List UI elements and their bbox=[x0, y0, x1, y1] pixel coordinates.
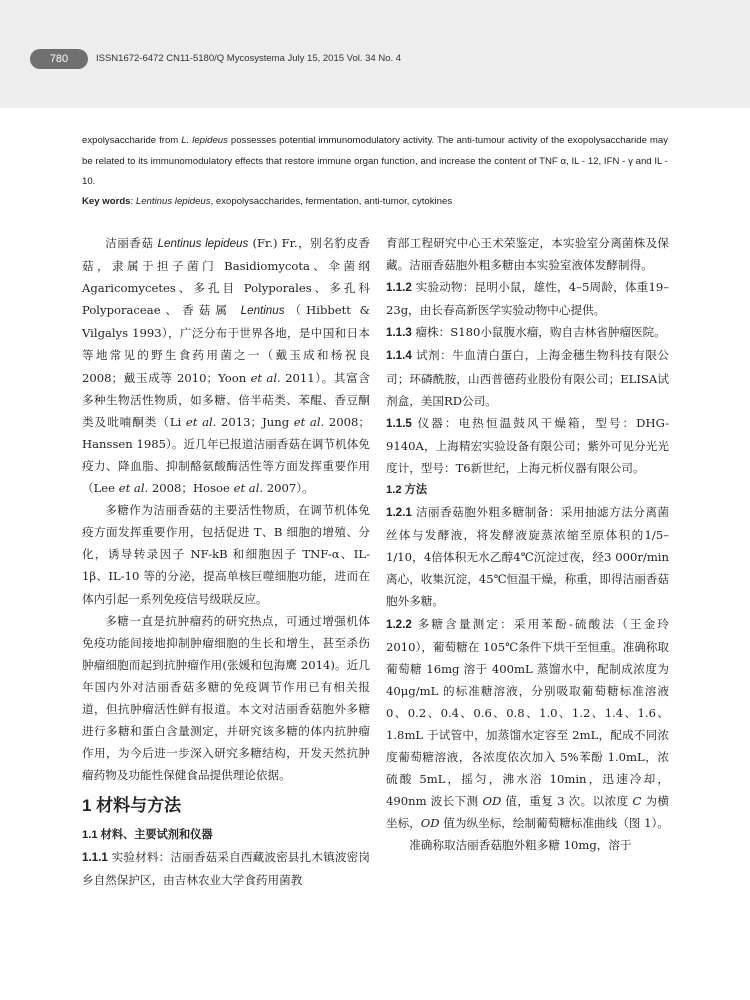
method-paragraph: 准确称取洁丽香菇胞外粗多糖 10mg，溶于 bbox=[409, 838, 632, 853]
item-1-1-1 bbox=[82, 846, 370, 891]
item-1-1-5 bbox=[386, 412, 669, 479]
genus-name: Lentinus bbox=[240, 304, 285, 318]
intro-paragraph-2: 多糖作为洁丽香菇的主要活性物质，在调节机体免疫方面发挥重要作用，包括促进 T、B 细胞的增殖、分化，诱导转录因子 NF-kB 和细胞因子 TNF-α、IL-1β、IL-10 等的分泌，提高单核巨噬细胞功能，进而在体内引起一系列免疫信号级联反应。 bbox=[82, 503, 370, 606]
left-column bbox=[82, 232, 370, 892]
item-number: 1.1.3 bbox=[386, 326, 412, 340]
item-number: 1.2.2 bbox=[386, 617, 412, 631]
item-1-2-2 bbox=[386, 613, 669, 835]
keywords-separator: : bbox=[130, 196, 136, 207]
item-text: 瘤株：S180小鼠腹水瘤，购自吉林省肿瘤医院。 bbox=[411, 325, 666, 340]
item-text: 多糖含量测定：采用苯酚-硫酸法（王金玲 2010），葡萄糖在 105℃条件下烘干至恒重。准确称取葡萄糖 16mg 溶于 400mL 蒸馏水中，配制成浓度为 40μg/mL 的标准糖溶液，分别吸取葡萄糖标准溶液 0、0.2、0.4、0.6、0.8、1.0、1.2、1.4、1.6、1.8mL 于试管中，加蒸馏水定容至 2mL，配成不同浓度葡萄糖溶液，各浓度依次加入 5%苯酚 1.0mL，浓硫酸 5mL，摇匀，沸水浴 10min，迅速冷却，490nm 波长下测 bbox=[386, 616, 669, 809]
item-text: 为横坐标， bbox=[386, 794, 669, 831]
text: 2007）。 bbox=[263, 481, 314, 496]
intro-paragraph-3: 多糖一直是抗肿瘤药的研究热点，可通过增强机体免疫功能间接地抑制肿瘤细胞的生长和增生，甚至杀伤肿瘤细胞而起到抗肿瘤作用(张媛和包海鹰 2014)。近几年国内外对洁丽香菇多糖的免疫调节作用已有相关报道，但抗肿瘤活性鲜有报道。本文对洁丽香菇胞外多糖进行多糖和蛋白含量测定，并研究该多糖的体内抗肿瘤作用，为今后进一步深入研究多糖结构，开发天然抗肿瘤药物及功能性保健食品提供理论依据。 bbox=[82, 613, 370, 783]
item-text: 实验动物：昆明小鼠，雄性，4–5周龄，体重19–23g，由长春高新医学实验动物中心提供。 bbox=[386, 280, 669, 318]
text: 洁丽香菇 bbox=[105, 236, 158, 250]
keywords-label: Key words bbox=[82, 196, 131, 207]
et-al: et al. bbox=[293, 414, 325, 429]
item-text: 值为纵坐标，绘制葡萄糖标准曲线（图 1）。 bbox=[439, 816, 669, 831]
abstract-tail bbox=[82, 131, 668, 193]
item-text: 实验材料：洁丽香菇采自西藏波密县扎木镇波密岗乡自然保护区，由吉林农业大学食药用菌教 bbox=[82, 850, 370, 888]
variable-c: C bbox=[632, 794, 642, 809]
et-al: et al. bbox=[250, 370, 281, 385]
intro-paragraph-1 bbox=[82, 232, 370, 499]
text: 2008；Hanssen 1985）。近几年已报道洁丽香菇在调节机体免疫力、降血脂、抑制酪氨酸酶活性等方面发挥重要作用（Lee bbox=[82, 414, 370, 496]
subsection-heading: 1.1 材料、主要试剂和仪器 bbox=[82, 829, 213, 842]
right-column bbox=[386, 232, 669, 857]
text: （Hibbett & Vilgalys 1993），广泛分布于世界各地，是中国和日本等地常见的野生食药用菌之一（戴玉成和杨祝良 2008；戴玉成等 2010；Yoon bbox=[82, 303, 370, 385]
item-1-1-1-continued: 育部工程研究中心王术荣鉴定，本实验室分离菌株及保藏。洁丽香菇胞外粗多糖由本实验室液体发酵制得。 bbox=[386, 236, 669, 273]
et-al: et al. bbox=[185, 414, 217, 429]
text: (Fr.) Fr.，别名豹皮香菇，隶属于担子菌门 Basidiomycota、伞菌纲 Agaricomycetes、多孔目 Polyporales、多孔科 Polyporaceae、香菇属 bbox=[82, 236, 370, 318]
variable-od: OD bbox=[420, 816, 440, 831]
item-number: 1.2.1 bbox=[386, 506, 412, 520]
text: 2011）。其富含多种生物活性物质，如多糖、倍半萜类、苯醌、香豆酮类及吡喃酮类（Li bbox=[82, 370, 370, 429]
keywords-species: Lentinus lepideus bbox=[135, 196, 211, 207]
abstract-text: possesses potential immunomodulatory activity. The anti-tumour activity of the exopolysaccharide may be related to its immunomodulatory effects that restore immune organ function, and increase the content of TNF α, IL - 12, IFN - γ and IL - 10. bbox=[82, 135, 668, 188]
section-heading: 1 材料与方法 bbox=[82, 796, 182, 816]
abstract-species: L. lepideus bbox=[181, 135, 228, 146]
text: 2013；Jung bbox=[216, 414, 294, 429]
item-text: 值，重复 3 次。以浓度 bbox=[501, 794, 633, 809]
item-text: 仪器：电热恒温鼓风干燥箱，型号：DHG-9140A，上海精宏实验设备有限公司；紫外可见分光光度计，型号：T6新世纪，上海元析仪器有限公司。 bbox=[386, 415, 669, 475]
item-1-1-3 bbox=[386, 321, 669, 344]
item-number: 1.1.1 bbox=[82, 851, 108, 865]
item-number: 1.1.4 bbox=[386, 349, 412, 363]
abstract-text: expolysaccharide from bbox=[82, 135, 182, 146]
keywords-terms: , exopolysaccharides, fermentation, anti-tumor, cytokines bbox=[210, 196, 453, 207]
item-text: 试剂：牛血清白蛋白，上海金穗生物科技有限公司；环磷酰胺，山西普德药业股份有限公司；ELISA试剂盒，美国RD公司。 bbox=[386, 348, 669, 408]
page-number: 780 bbox=[30, 49, 88, 69]
keywords-line bbox=[82, 194, 668, 210]
et-al: et al. bbox=[118, 481, 149, 496]
et-al: et al. bbox=[233, 481, 264, 496]
item-1-2-1 bbox=[386, 501, 669, 612]
item-1-1-2 bbox=[386, 276, 669, 321]
variable-od: OD bbox=[482, 794, 502, 809]
item-number: 1.1.5 bbox=[386, 416, 412, 430]
item-text: 洁丽香菇胞外粗多糖制备：采用抽滤方法分离菌丝体与发酵液，将发酵液旋蒸浓缩至原体积的1/5–1/10，4倍体积无水乙醇4℃沉淀过夜，经3 000r/min离心，收集沉淀，45℃恒温干燥，称重，即得洁丽香菇胞外多糖。 bbox=[386, 505, 669, 609]
subsection-heading: 1.2 方法 bbox=[386, 484, 428, 497]
journal-info: ISSN1672-6472 CN11-5180/Q Mycosystema July 15, 2015 Vol. 34 No. 4 bbox=[96, 53, 402, 64]
item-number: 1.1.2 bbox=[386, 281, 412, 295]
text: 2008；Hosoe bbox=[148, 481, 234, 496]
species-name: Lentinus lepideus bbox=[157, 237, 249, 250]
item-1-1-4 bbox=[386, 344, 669, 411]
